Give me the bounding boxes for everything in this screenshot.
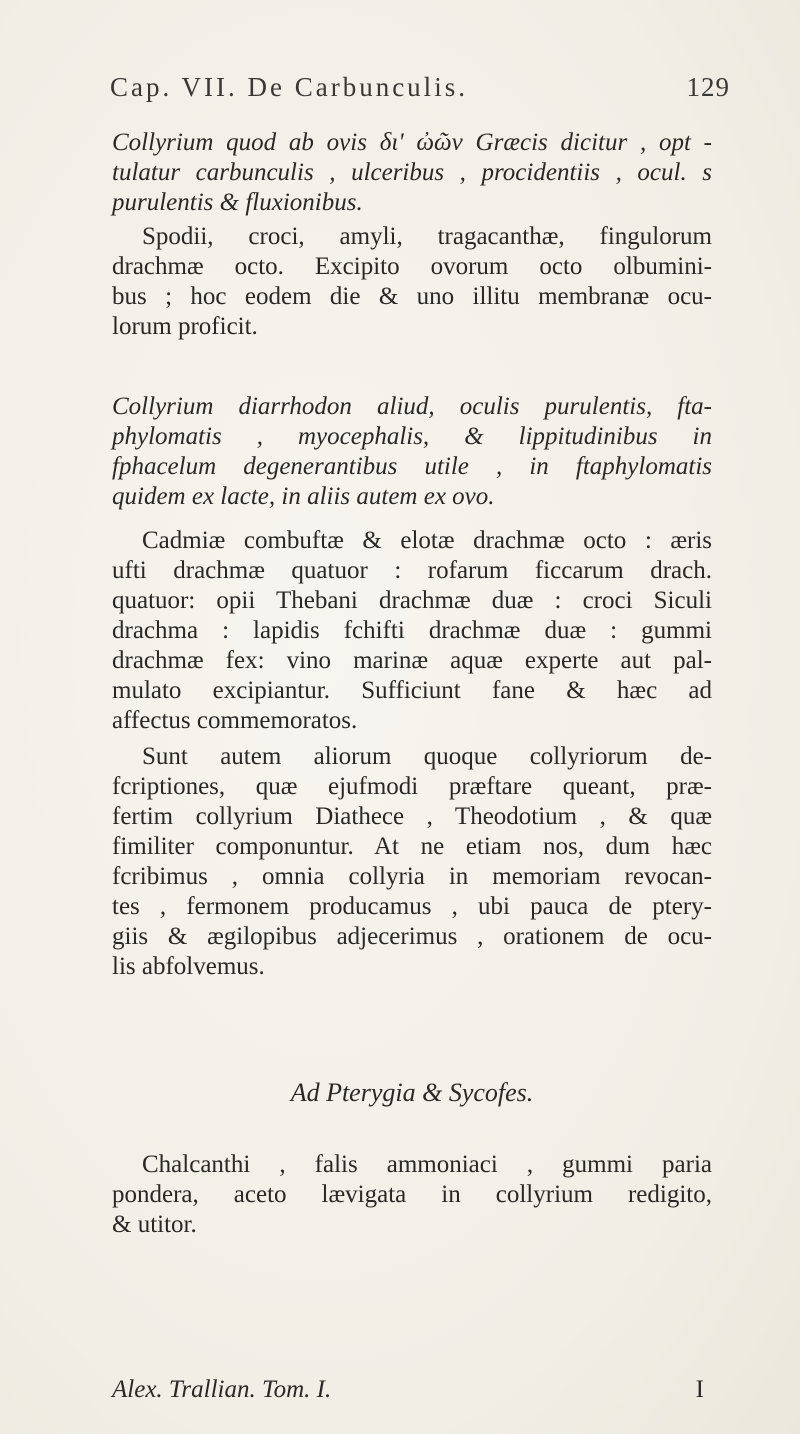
text-line: bus ; hoc eodem die & uno illitu membranæ ocu- [112,283,712,310]
page-footer [112,1376,712,1408]
running-header [110,72,730,112]
text-line: tulatur carbunculis , ulceribus , procidentiis , ocul. s [112,159,712,186]
page-number: 129 [686,72,730,102]
paragraph-spodii [112,222,712,342]
text-line: fphacelum degenerantibus utile , in ftaphylomatis [112,453,712,480]
text-line: Collyrium diarrhodon aliud, oculis purulentis, fta- [112,393,712,420]
text-line: purulentis & fluxionibus. [112,189,363,216]
text-line: Chalcanthi , falis ammoniaci , gummi paria [142,1151,712,1178]
recipe-title-diarrhodon [112,392,712,512]
recipe-title-collyrium-ex-ovis [112,128,712,218]
text-line: Cadmiæ combuftæ & elotæ drachmæ octo : æris [142,527,712,554]
text-line: lis abfolvemus. [112,953,265,980]
text-line: pondera, aceto lævigata in collyrium redigito, [112,1181,712,1208]
text-line: Collyrium quod ab ovis δι' ὠῶν Græcis dicitur , opt - [112,129,712,156]
text-line: drachma : lapidis fchifti drachmæ duæ : gummi [112,617,712,644]
text-line: drachmæ octo. Excipito ovorum octo olbumini- [112,253,712,280]
text-line: quatuor: opii Thebani drachmæ duæ : croci Siculi [112,587,712,614]
text-line: fcriptiones, quæ ejufmodi præftare queant, præ- [112,773,712,800]
text-line: fcribimus , omnia collyria in memoriam revocan- [112,863,712,890]
catchline: Alex. Trallian. Tom. I. [112,1376,332,1403]
text-line: lorum proficit. [112,313,258,340]
text-line: tes , fermonem producamus , ubi pauca de ptery- [112,893,712,920]
section-heading: Ad Pterygia & Sycofes. [290,1078,534,1107]
text-line: giis & ægilopibus adjecerimus , orationem de ocu- [112,923,712,950]
text-line: drachmæ fex: vino marinæ aquæ experte aut pal- [112,647,712,674]
text-line: ufti drachmæ quatuor : rofarum ficcarum drach. [112,557,712,584]
text-line: phylomatis , myocephalis, & lippitudinibus in [112,423,712,450]
text-line: fimiliter componuntur. At ne etiam nos, dum hæc [112,833,712,860]
text-line: mulato excipiantur. Sufficiunt fane & hæc ad [112,677,712,704]
text-line: quidem ex lacte, in aliis autem ex ovo. [112,483,495,510]
text-line: Spodii, croci, amyli, tragacanthæ, fingulorum [142,223,712,250]
running-title: Cap. VII. De Carbunculis. [110,72,468,102]
text-line: affectus commemoratos. [112,707,358,734]
paragraph-chalcanthi [112,1150,712,1240]
paragraph-sunt-autem [112,742,712,982]
paragraph-cadmiae [112,526,712,736]
text-line: & utitor. [112,1211,197,1238]
text-line: Sunt autem aliorum quoque collyriorum de- [142,743,712,770]
signature-mark: I [695,1376,704,1403]
text-line: fertim collyrium Diathece , Theodotium , & quæ [112,803,712,830]
